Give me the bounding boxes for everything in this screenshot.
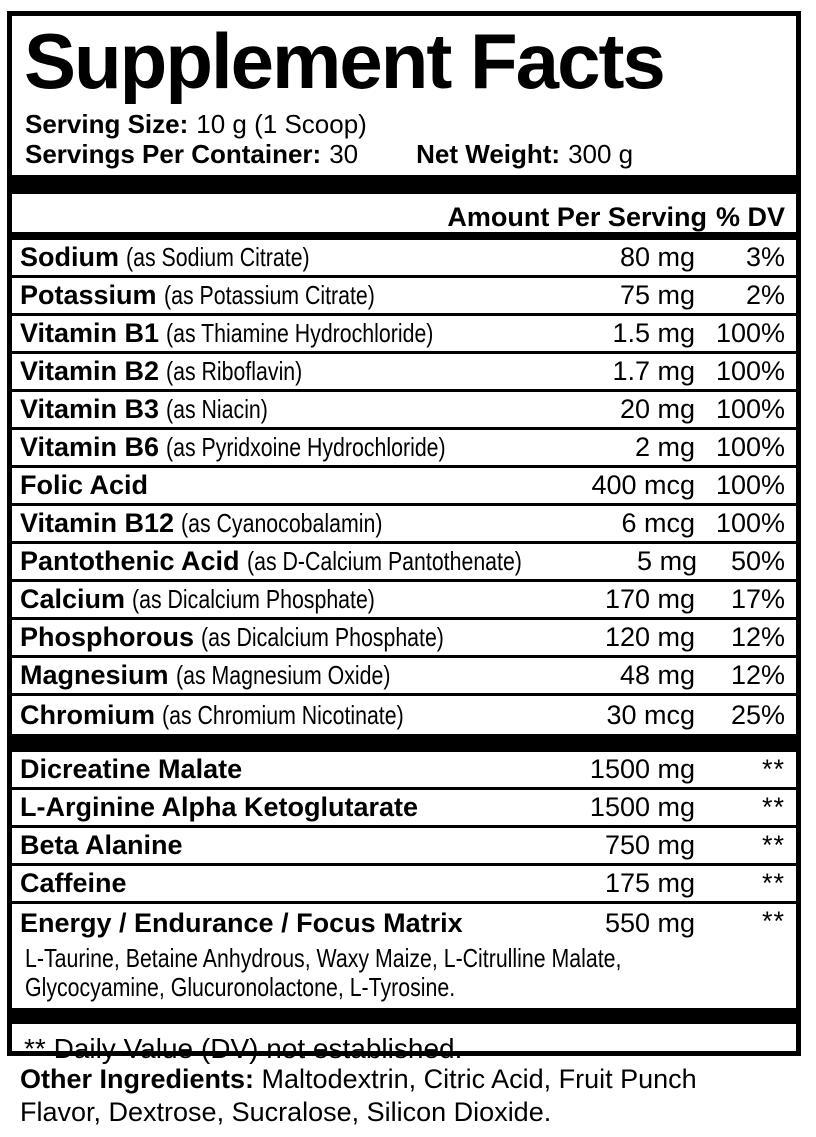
other-ingredients-text: Maltodextrin, Citric Acid, Fruit Punch Flavor, Dextrose, Sucralose, Silicon Dioxide. [20, 1064, 697, 1127]
nutrient-name: Pantothenic Acid [20, 546, 240, 576]
nutrient-dv: 12% [730, 622, 785, 652]
blend-name-cell [20, 754, 577, 785]
table-row [12, 696, 796, 734]
nutrient-amount: 6 mcg [621, 508, 695, 538]
table-row [12, 904, 796, 942]
net-weight-label: Net Weight: [416, 139, 561, 169]
nutrient-name: Vitamin B1 [20, 318, 160, 348]
nutrient-detail: (as Magnesium Oxide) [175, 660, 390, 690]
nutrient-amount: 120 mg [604, 622, 695, 652]
servings-net-weight-line [25, 139, 796, 169]
nutrient-amount: 400 mcg [591, 470, 695, 500]
nutrient-dv: 100% [715, 318, 785, 348]
nutrient-dv: 100% [715, 470, 785, 500]
other-ingredients-label: Other Ingredients: [20, 1064, 255, 1094]
blend-dv: ** [761, 906, 785, 936]
panel-title: Supplement Facts [24, 17, 664, 105]
daily-value-footnote: ** Daily Value (DV) not established. [24, 1033, 463, 1064]
blend-name-cell [20, 908, 577, 939]
nutrient-name: Sodium [20, 242, 119, 272]
nutrient-dv: 100% [715, 432, 785, 462]
nutrient-name-cell [20, 280, 577, 311]
divider-bar-top [12, 175, 796, 194]
net-weight-group [416, 139, 633, 169]
table-row [12, 506, 796, 544]
nutrient-name: Vitamin B3 [20, 394, 160, 424]
servings-per-container-value: 30 [329, 139, 359, 169]
blend-amount: 550 mg [604, 907, 695, 938]
blend-name: L-Arginine Alpha Ketoglutarate [20, 792, 419, 822]
nutrient-name-cell [20, 242, 577, 273]
blend-name: Beta Alanine [20, 830, 183, 860]
serving-size-line [25, 109, 796, 139]
nutrient-dv: 100% [715, 356, 785, 386]
nutrient-amount: 75 mg [619, 280, 695, 310]
percent-dv-header: % DV [715, 201, 785, 232]
blend-name-cell [20, 792, 577, 823]
nutrient-name-cell [20, 356, 577, 387]
nutrient-detail: (as Cyanocobalamin) [181, 508, 383, 538]
nutrient-name-cell [20, 584, 577, 615]
nutrient-dv: 100% [715, 394, 785, 424]
nutrient-name: Potassium [20, 280, 157, 310]
nutrient-amount: 2 mg [634, 432, 695, 462]
blend-amount: 1500 mg [589, 792, 695, 822]
blend-dv: ** [761, 830, 785, 860]
table-row [12, 620, 796, 658]
nutrient-detail: (as Chromium Nicotinate) [162, 699, 404, 730]
blend-amount: 175 mg [604, 868, 695, 898]
nutrient-detail: (as Niacin) [166, 394, 268, 424]
divider-bar-middle [12, 734, 796, 752]
serving-size-label: Serving Size: [25, 109, 189, 139]
nutrient-amount: 20 mg [619, 394, 695, 424]
nutrient-detail: (as Dicalcium Phosphate) [201, 622, 444, 652]
nutrient-dv: 12% [730, 660, 785, 690]
blend-amount: 750 mg [604, 830, 695, 860]
table-row [12, 866, 796, 904]
nutrient-name: Phosphorous [20, 622, 194, 652]
blend-dv: ** [761, 868, 785, 898]
table-row [12, 658, 796, 696]
table-row [12, 582, 796, 620]
table-header-row [12, 194, 796, 240]
blend-table [12, 752, 796, 1008]
blend-name: Caffeine [20, 868, 127, 898]
nutrient-name-cell [20, 508, 577, 539]
blend-dv: ** [761, 792, 785, 822]
nutrient-amount: 5 mg [637, 546, 698, 576]
other-ingredients-block [20, 1063, 782, 1129]
divider-bar-bottom [12, 1008, 796, 1024]
sub-ingredients-line [25, 973, 785, 1002]
nutrient-amount: 30 mcg [606, 699, 695, 730]
table-row [12, 752, 796, 790]
blend-name-cell [20, 868, 577, 899]
table-row [12, 468, 796, 506]
sub-ingredients-line [25, 944, 785, 973]
amount-per-serving-header: Amount Per Serving [447, 201, 707, 232]
blend-sub-ingredients [12, 942, 796, 1008]
blend-dv: ** [761, 754, 785, 784]
nutrient-amount: 48 mg [619, 660, 695, 690]
blend-name: Energy / Endurance / Focus Matrix [20, 907, 463, 938]
supplement-facts-panel [7, 11, 801, 1064]
table-row [12, 354, 796, 392]
serving-info-block [25, 109, 796, 169]
table-row [12, 828, 796, 866]
nutrient-name-cell [20, 622, 577, 653]
nutrient-dv: 25% [730, 699, 785, 730]
nutrient-amount: 1.5 mg [612, 318, 695, 348]
nutrient-detail: (as Potassium Citrate) [163, 280, 375, 310]
blend-name-cell [20, 830, 577, 861]
nutrient-detail: (as Pyridxoine Hydrochloride) [166, 432, 446, 462]
nutrient-detail: (as Thiamine Hydrochloride) [166, 318, 434, 348]
nutrient-dv: 2% [745, 280, 785, 310]
nutrient-detail: (as D-Calcium Pantothenate) [246, 546, 522, 576]
nutrient-dv: 17% [730, 584, 785, 614]
blend-amount: 1500 mg [589, 754, 695, 784]
nutrient-amount: 80 mg [619, 242, 695, 272]
blend-name: Dicreatine Malate [20, 754, 243, 784]
nutrient-name: Chromium [20, 699, 155, 730]
nutrient-name: Vitamin B2 [20, 356, 160, 386]
nutrient-detail: (as Dicalcium Phosphate) [132, 584, 375, 614]
nutrient-dv: 50% [730, 546, 785, 576]
serving-size-value: 10 g (1 Scoop) [196, 109, 367, 139]
nutrient-name: Magnesium [20, 660, 169, 690]
table-row [12, 392, 796, 430]
sub-ingredients-text: L-Taurine, Betaine Anhydrous, Waxy Maize, L-Citrulline Malate, [25, 943, 622, 973]
nutrient-name-cell [20, 318, 577, 349]
table-row [12, 240, 796, 278]
table-row [12, 278, 796, 316]
nutrient-name: Vitamin B12 [20, 508, 175, 538]
nutrient-name: Vitamin B6 [20, 432, 160, 462]
table-row [12, 544, 796, 582]
table-row [12, 790, 796, 828]
nutrient-dv: 100% [715, 508, 785, 538]
net-weight-value: 300 g [568, 139, 634, 169]
nutrient-name: Folic Acid [20, 470, 149, 500]
nutrient-name-cell [20, 546, 582, 577]
table-row [12, 316, 796, 354]
nutrient-table [12, 240, 796, 734]
nutrient-name-cell [20, 700, 577, 731]
servings-per-container-label: Servings Per Container: [25, 139, 322, 169]
sub-ingredients-text: Glycocyamine, Glucuronolactone, L-Tyrosine. [25, 972, 456, 1002]
nutrient-dv: 3% [745, 242, 785, 272]
nutrient-name-cell [20, 394, 577, 425]
nutrient-detail: (as Riboflavin) [166, 356, 303, 386]
nutrient-amount: 170 mg [604, 584, 695, 614]
nutrient-name: Calcium [20, 584, 126, 614]
nutrient-name-cell [20, 432, 577, 463]
nutrient-detail: (as Sodium Citrate) [126, 242, 310, 272]
nutrient-amount: 1.7 mg [612, 356, 695, 386]
nutrient-name-cell [20, 660, 577, 691]
table-row [12, 430, 796, 468]
nutrient-name-cell [20, 470, 577, 501]
